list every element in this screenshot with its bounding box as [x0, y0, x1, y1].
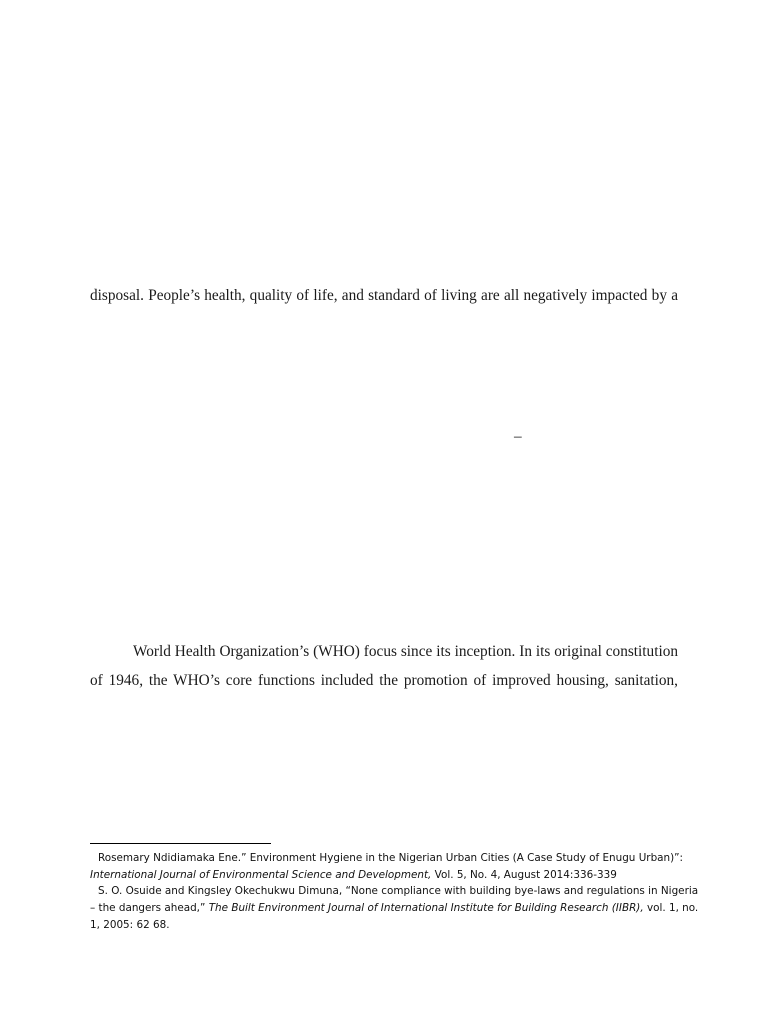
footnote-2: [90, 883, 699, 934]
footnote-1: [90, 850, 684, 884]
body-text-line: World Health Organization’s (WHO) focus since its inception. In its original constitution: [133, 643, 678, 660]
body-text-line: of 1946, the WHO’s core functions included the promotion of improved housing, sanitation,: [90, 672, 678, 689]
dash-mark: –: [514, 428, 522, 445]
footnote-journal: International Journal of Environmental Science and Development,: [90, 869, 432, 881]
footnote-text-plain: – the dangers ahead,”: [90, 902, 209, 914]
footnote-separator: [90, 843, 271, 844]
footnote-text: 1, 2005: 62 68.: [90, 919, 170, 931]
body-text-line: disposal. People’s health, quality of life, and standard of living are all negatively impacted by a: [90, 287, 678, 304]
footnote-text: Rosemary Ndidiamaka Ene.” Environment Hygiene in the Nigerian Urban Cities (A Case Study of Enugu Urban)”:: [98, 852, 684, 864]
footnote-text: S. O. Osuide and Kingsley Okechukwu Dimuna, “None compliance with building bye-laws and regulations in Nigeria: [98, 885, 699, 897]
footnote-text: [90, 900, 699, 917]
footnote-journal: The Built Environment Journal of International Institute for Building Research (IIBR),: [208, 902, 644, 914]
footnote-text: [90, 867, 680, 884]
footnote-citation: vol. 1, no.: [643, 902, 699, 914]
footnote-citation: Vol. 5, No. 4, August 2014:336-339: [431, 869, 617, 881]
